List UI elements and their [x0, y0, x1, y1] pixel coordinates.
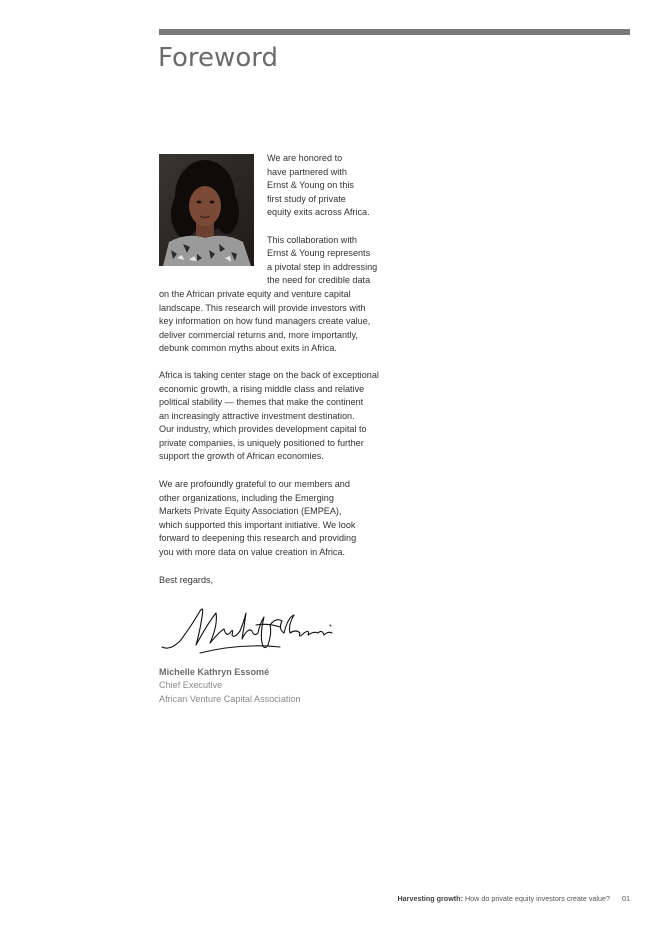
signatory-organization: African Venture Capital Association [159, 694, 301, 704]
paragraph-2-continued [159, 288, 409, 356]
text-line: Ernst & Young represents [267, 248, 371, 258]
text-line: Our industry, which provides development capital to [159, 424, 367, 434]
intro-text [267, 152, 397, 288]
paragraph-4 [159, 478, 409, 559]
text-line: first study of private [267, 193, 346, 204]
text-line: deliver commercial returns and, more importantly, [159, 329, 358, 340]
text-line: you with more data on value creation in Africa. [159, 546, 346, 557]
page-footer [397, 894, 630, 903]
text-line: economic growth, a rising middle class and relative [159, 383, 365, 394]
page-number: 01 [622, 894, 630, 903]
text-line: key information on how fund managers create value, [159, 316, 371, 326]
text-line: an increasingly attractive investment destination. [159, 410, 355, 421]
text-line: forward to deepening this research and providing [159, 533, 357, 543]
paragraph-2-start [267, 234, 397, 288]
text-line: which supported this important initiative. We look [159, 519, 356, 530]
text-line: We are honored to [267, 153, 343, 163]
text-line: landscape. This research will provide investors with [159, 302, 366, 313]
text-line: Africa is taking center stage on the back of exceptional [159, 370, 379, 380]
paragraph-3 [159, 369, 409, 464]
closing-salutation: Best regards, [159, 575, 214, 585]
text-line: have partnered with [267, 166, 347, 177]
text-line: equity exits across Africa. [267, 207, 370, 217]
top-rule [159, 29, 630, 35]
signatory-role: Chief Executive [159, 680, 223, 690]
text-line: political stability — themes that make the continent [159, 397, 364, 407]
footer-title: How do private equity investors create value? [464, 894, 610, 903]
text-line: debunk common myths about exits in Africa. [159, 343, 337, 353]
handwritten-signature [160, 603, 338, 659]
text-line: other organizations, including the Emerging [159, 492, 334, 503]
text-line: the need for credible data [267, 275, 371, 285]
text-line: Ernst & Young on this [267, 180, 354, 190]
text-line: Markets Private Equity Association (EMPEA), [159, 506, 342, 516]
portrait-photo [159, 154, 254, 266]
signatory-name: Michelle Kathryn Essomé [159, 667, 270, 677]
text-line: support the growth of African economies. [159, 451, 324, 461]
footer-title-bold: Harvesting growth: [397, 894, 463, 903]
text-line: We are profoundly grateful to our members and [159, 479, 350, 489]
text-line: This collaboration with [267, 234, 357, 245]
text-line: private companies, is uniquely positioned to further [159, 437, 364, 448]
text-line: on the African private equity and venture capital [159, 289, 351, 299]
text-line: a pivotal step in addressing [267, 261, 378, 272]
page-title: Foreword [158, 43, 278, 73]
paragraph-1 [267, 152, 397, 220]
